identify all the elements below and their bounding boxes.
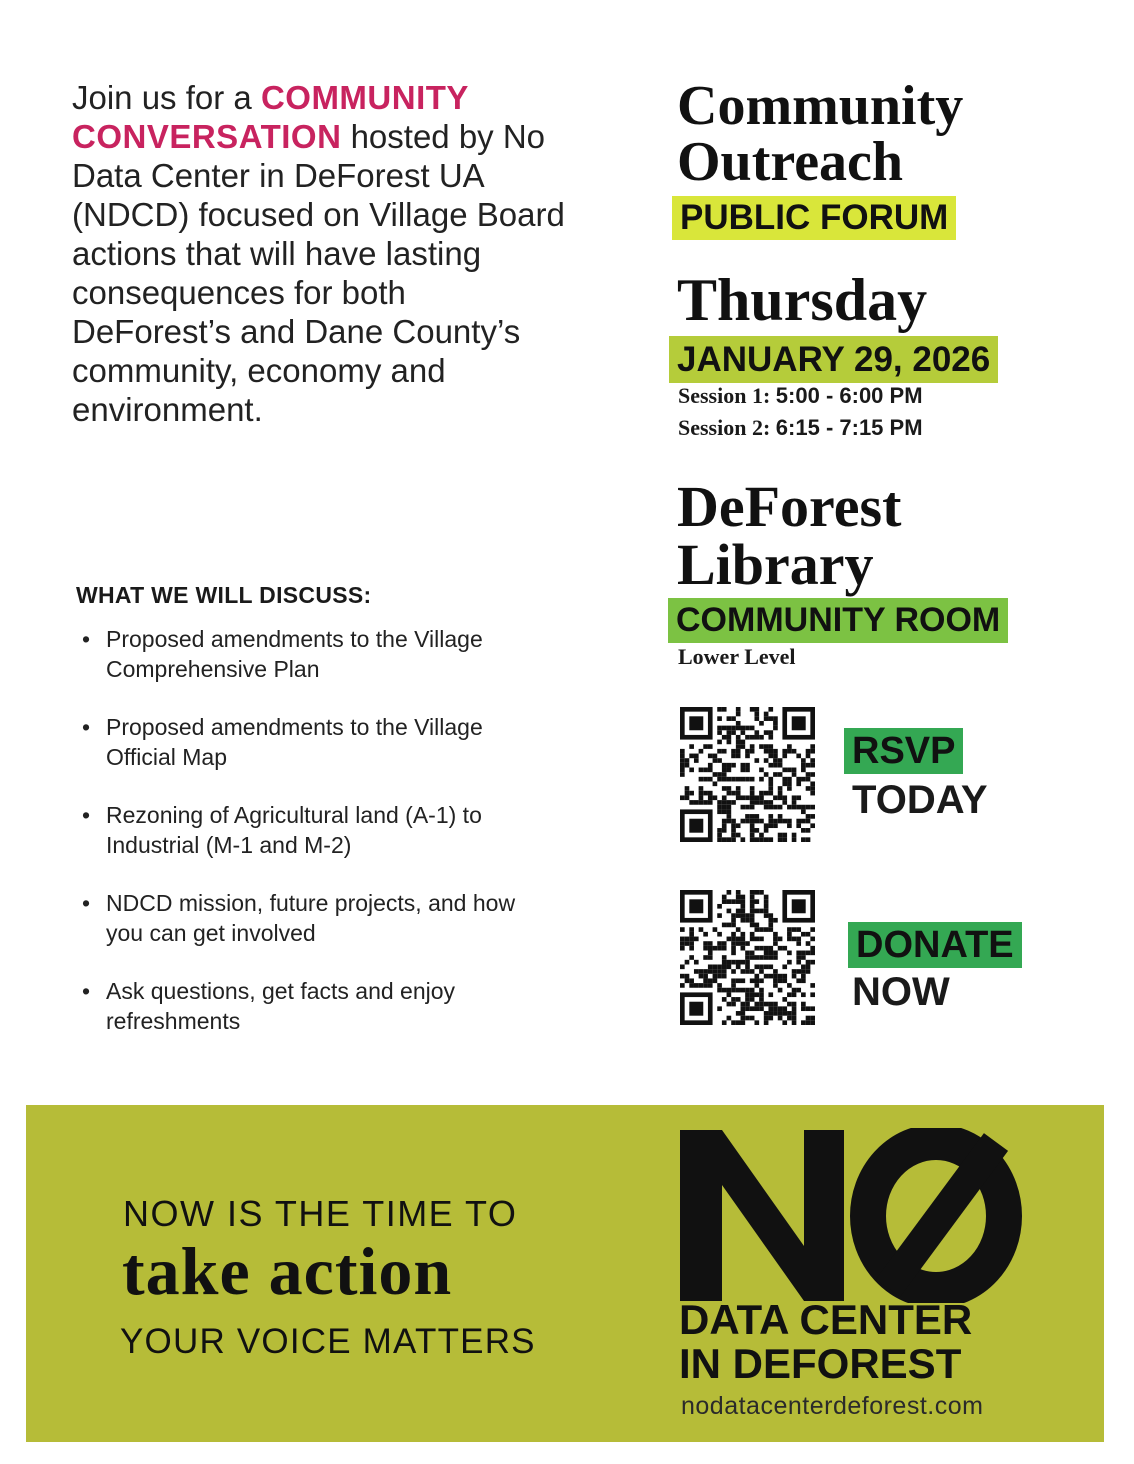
session-1	[678, 380, 923, 412]
session-time: 5:00 - 6:00 PM	[775, 383, 923, 408]
list-item-text: Ask questions, get facts and enjoy refreshments	[106, 978, 456, 1034]
list-item	[80, 800, 550, 860]
bullet: •	[82, 890, 91, 916]
event-day: Thursday	[677, 267, 928, 333]
rsvp-today-label: TODAY	[852, 778, 988, 822]
logo-text: NØ	[678, 1128, 680, 1129]
list-item-text: NDCD mission, future projects, and how you can get involved	[106, 890, 516, 946]
banner-line1: NOW IS THE TIME TO	[123, 1193, 518, 1234]
bullet: •	[82, 714, 91, 740]
venue-name	[677, 474, 902, 597]
list-item	[80, 976, 550, 1036]
donate-label: DONATE	[848, 922, 1022, 968]
donate-qr-code-icon[interactable]	[680, 890, 815, 1025]
event-title	[677, 75, 964, 193]
public-forum-tag: PUBLIC FORUM	[672, 196, 956, 240]
discuss-heading: WHAT WE WILL DISCUSS:	[76, 582, 372, 608]
session-2	[678, 412, 923, 444]
list-item	[80, 712, 550, 772]
room-sublabel: Lower Level	[678, 644, 796, 669]
venue-line2: Library	[677, 532, 874, 597]
intro-lead: Join us for a	[72, 79, 261, 116]
session-times	[678, 380, 923, 444]
event-title-line2: Outreach	[677, 131, 904, 193]
bullet: •	[82, 626, 91, 652]
list-item-text: Proposed amendments to the Village Comprehensive Plan	[106, 626, 483, 682]
discuss-list	[80, 624, 550, 1064]
community-room-tag: COMMUNITY ROOM	[668, 598, 1008, 643]
logo-line1: DATA CENTER	[679, 1296, 973, 1343]
list-item-text: Rezoning of Agricultural land (A-1) to Industrial (M-1 and M-2)	[106, 802, 482, 858]
intro-highlight: COMMUNITY CONVERSATION	[72, 79, 469, 155]
bullet: •	[82, 802, 91, 828]
list-item-text: Proposed amendments to the Village Official Map	[106, 714, 483, 770]
session-label: Session 2:	[678, 415, 776, 440]
no-logo-icon	[678, 1128, 1023, 1303]
list-item	[80, 624, 550, 684]
event-date-tag: JANUARY 29, 2026	[669, 336, 998, 383]
bullet: •	[82, 978, 91, 1004]
session-label: Session 1:	[678, 383, 776, 408]
event-title-line1: Community	[677, 75, 964, 137]
venue-line1: DeForest	[677, 474, 902, 539]
banner-line3: YOUR VOICE MATTERS	[120, 1322, 536, 1361]
banner-line2: take action	[122, 1233, 453, 1309]
intro-body: hosted by No Data Center in DeForest UA (NDCD) focused on Village Board actions that will have lasting consequences for both DeForest’s and Dane County’s community, economy and environment.	[72, 118, 565, 428]
list-item	[80, 888, 550, 948]
website-link[interactable]: nodatacenterdeforest.com	[681, 1392, 984, 1420]
logo-line2: IN DEFOREST	[679, 1340, 962, 1387]
session-time: 6:15 - 7:15 PM	[775, 415, 923, 440]
rsvp-label: RSVP	[844, 728, 963, 774]
rsvp-qr-code-icon[interactable]	[680, 707, 815, 842]
intro-paragraph	[72, 78, 572, 429]
donate-now-label: NOW	[852, 970, 950, 1014]
